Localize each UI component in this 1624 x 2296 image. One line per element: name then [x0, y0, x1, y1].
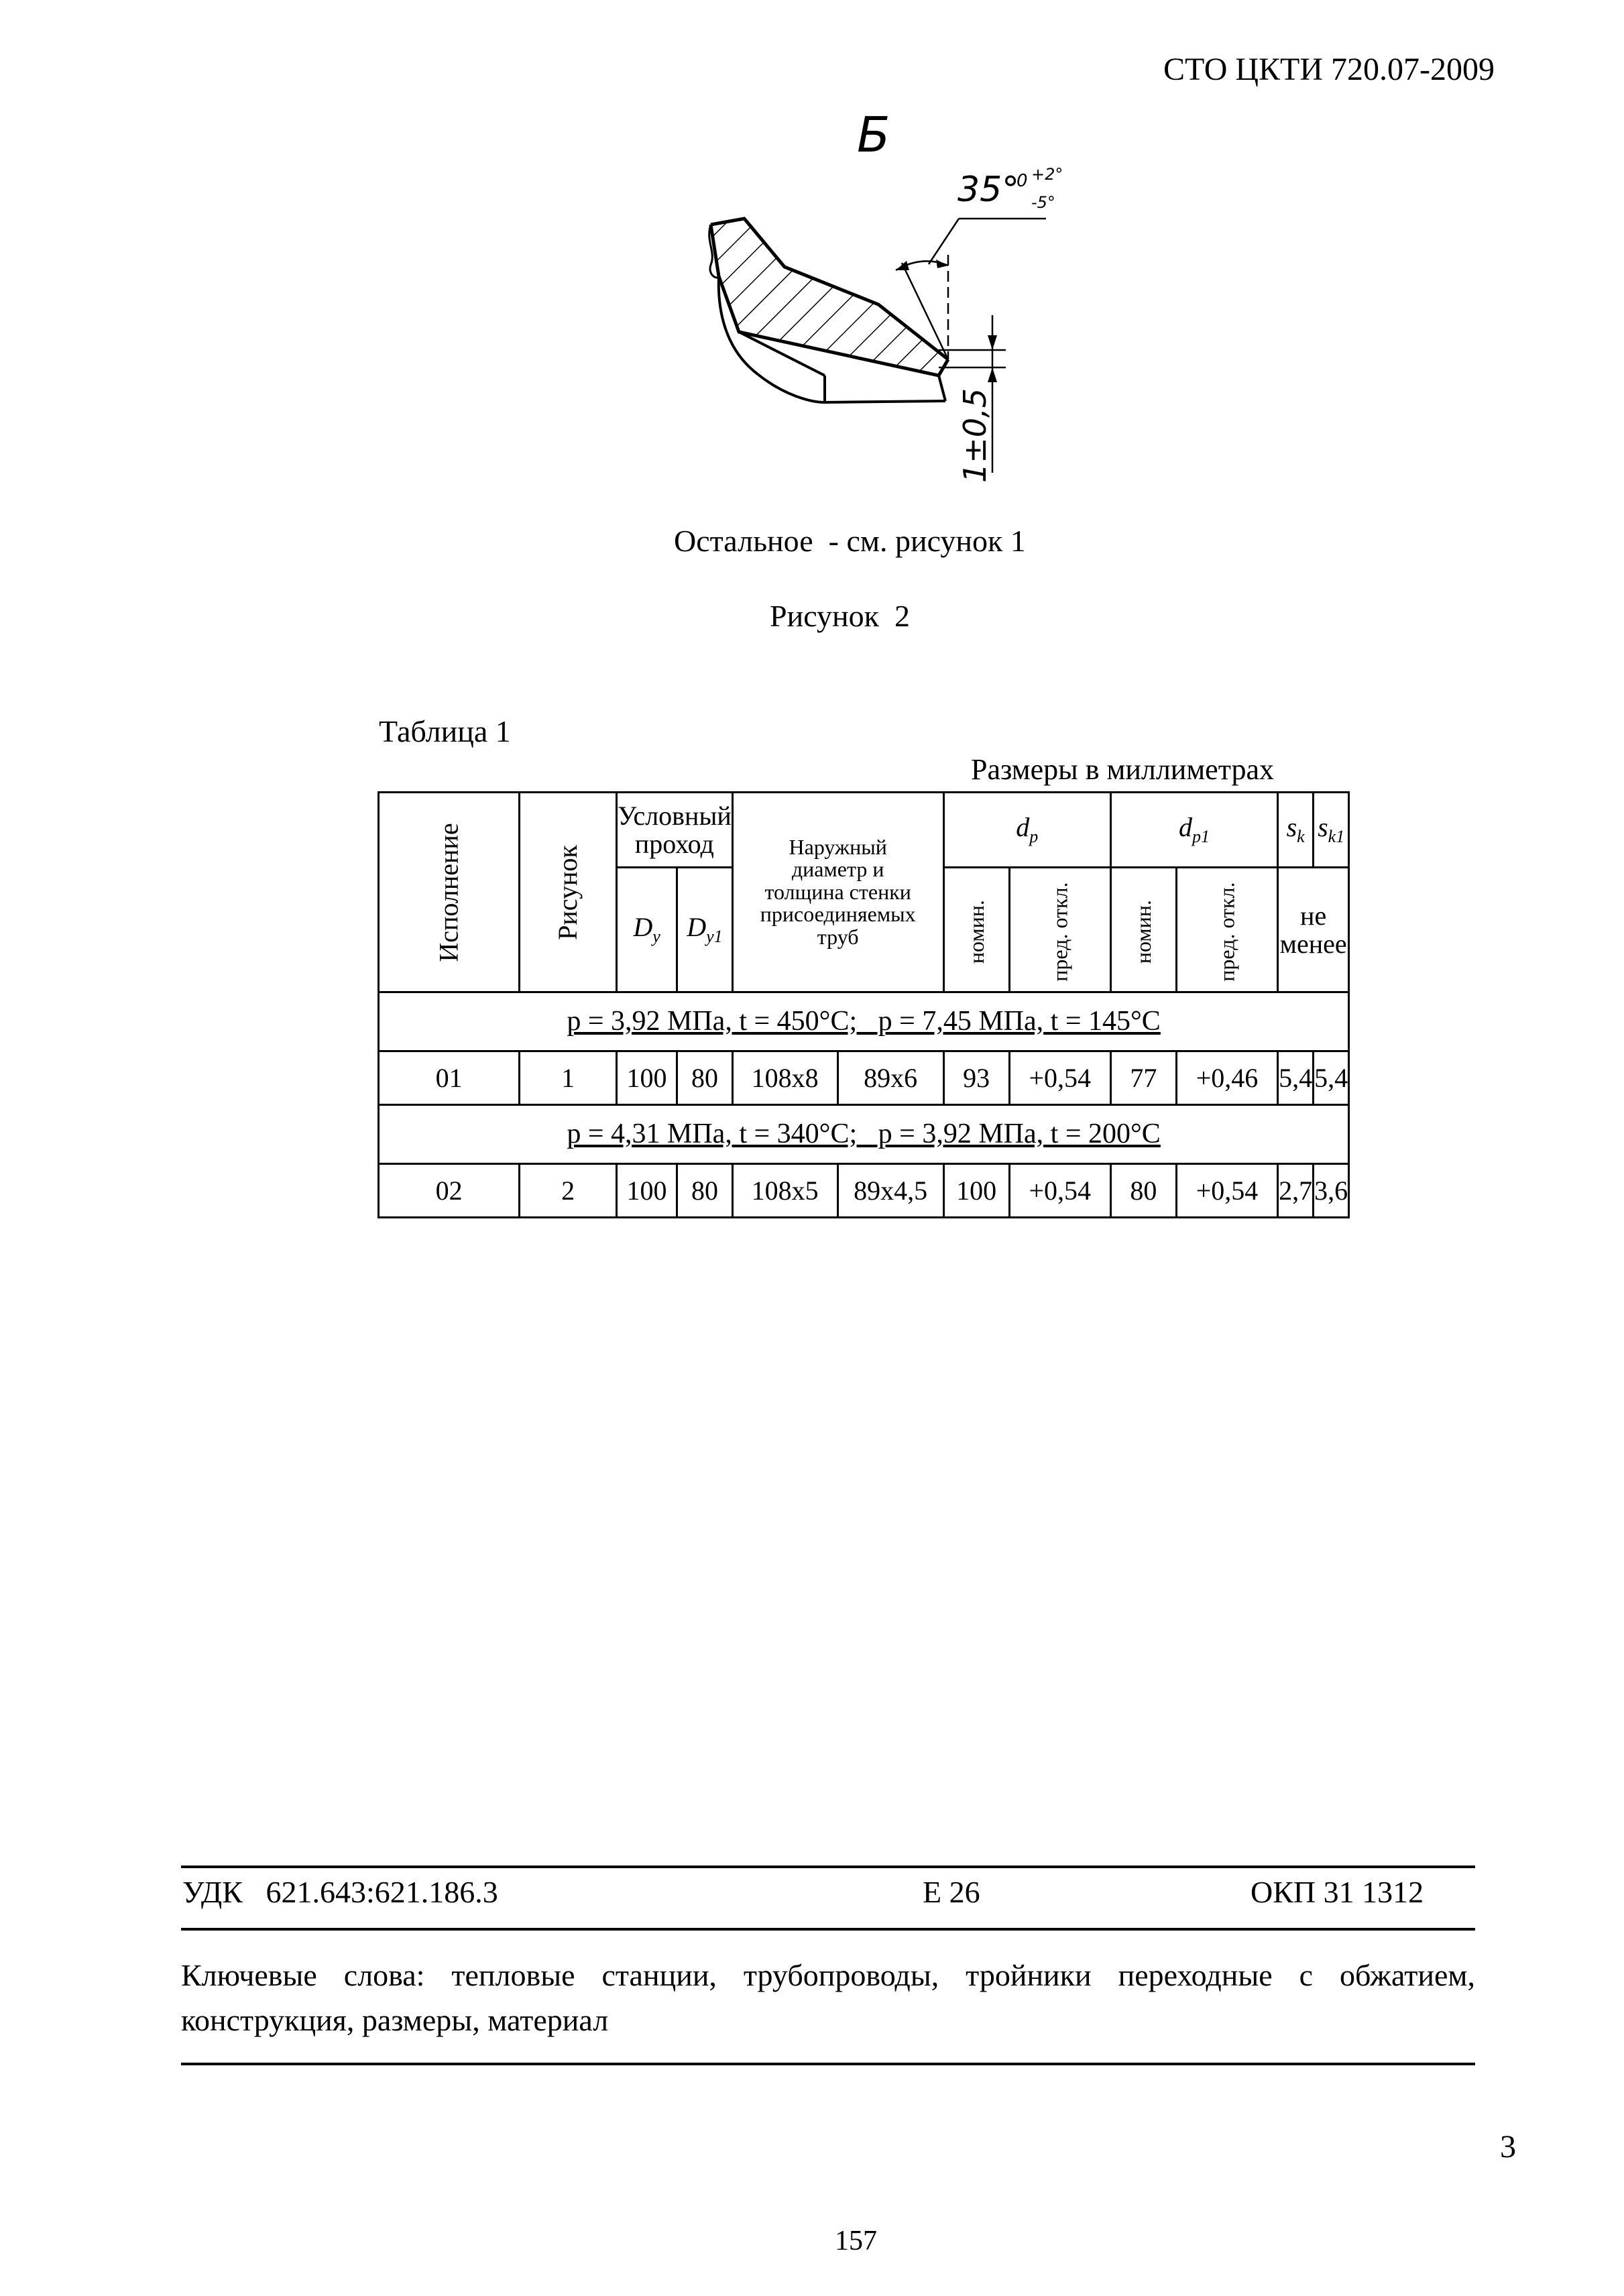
page-number: 157: [835, 2226, 877, 2256]
header-dp1-pred: пред. откл.: [1176, 868, 1277, 992]
section-drawing: [671, 107, 1100, 496]
header-ispolnenie: Исполнение: [379, 793, 520, 992]
divider: [181, 1928, 1475, 1931]
table-row: 01 1 100 80 108х8 89х6 93 +0,54 77 +0,46 5,4 5,4: [379, 1051, 1349, 1105]
okp-code: ОКП 31 1312: [1251, 1875, 1424, 1909]
header-ne-menee: не менее: [1278, 868, 1349, 992]
figure-caption: Рисунок 2: [770, 599, 910, 633]
angle-value: 35°: [958, 170, 1020, 210]
udk-code: УДК 621.643:621.186.3: [182, 1875, 498, 1909]
header-dy1: $D_{y1}$: [677, 868, 733, 992]
angle-tol-lower: -5°: [1031, 193, 1055, 212]
header-dp-pred: пред. откл.: [1009, 868, 1110, 992]
table-title: Таблица 1: [379, 714, 511, 748]
divider: [181, 2063, 1475, 2065]
header-naruzh: Наружный диаметр и толщина стенки присоединяемых труб: [732, 793, 943, 992]
divider: [181, 1866, 1475, 1868]
header-risunok: Рисунок: [520, 793, 617, 992]
e-code: Е 26: [923, 1875, 980, 1909]
condition-row: p = 3,92 МПа, t = 450°С; p = 7,45 МПа, t = 145°С: [379, 992, 1349, 1051]
keywords: Ключевые слова: тепловые станции, трубопроводы, тройники переходные с обжатием, конструкция, размеры, материал: [181, 1958, 1475, 2037]
header-dp1: $d_{p1}$: [1110, 793, 1277, 868]
angle-tol-upper: +2°: [1031, 165, 1063, 184]
header-sk1: $s_{k1}$: [1314, 793, 1349, 868]
header-usl-prokhod: Условный проход: [616, 793, 732, 868]
sheet-number: 3: [1500, 2129, 1516, 2165]
dimensions-table: [378, 791, 1350, 1218]
angle-tol-zero: 0: [1017, 171, 1028, 191]
header-sk: $s_k$: [1278, 793, 1314, 868]
header-dy: $D_y$: [616, 868, 677, 992]
figure-note: Остальное - см. рисунок 1: [674, 524, 1026, 558]
view-label: Б: [857, 107, 890, 163]
table-row: 02 2 100 80 108х5 89х4,5 100 +0,54 80 +0,54 2,7 3,6: [379, 1164, 1349, 1218]
condition-row: p = 4,31 МПа, t = 340°С; p = 3,92 МПа, t = 200°С: [379, 1105, 1349, 1164]
header-dp1-nomin: номин.: [1110, 868, 1176, 992]
header-dp-nomin: номин.: [943, 868, 1009, 992]
document-code: СТО ЦКТИ 720.07-2009: [1163, 52, 1495, 87]
table-units: Размеры в миллиметрах: [971, 753, 1274, 786]
dimension-label: 1±0,5: [957, 388, 993, 483]
header-dp: $d_p$: [943, 793, 1110, 868]
